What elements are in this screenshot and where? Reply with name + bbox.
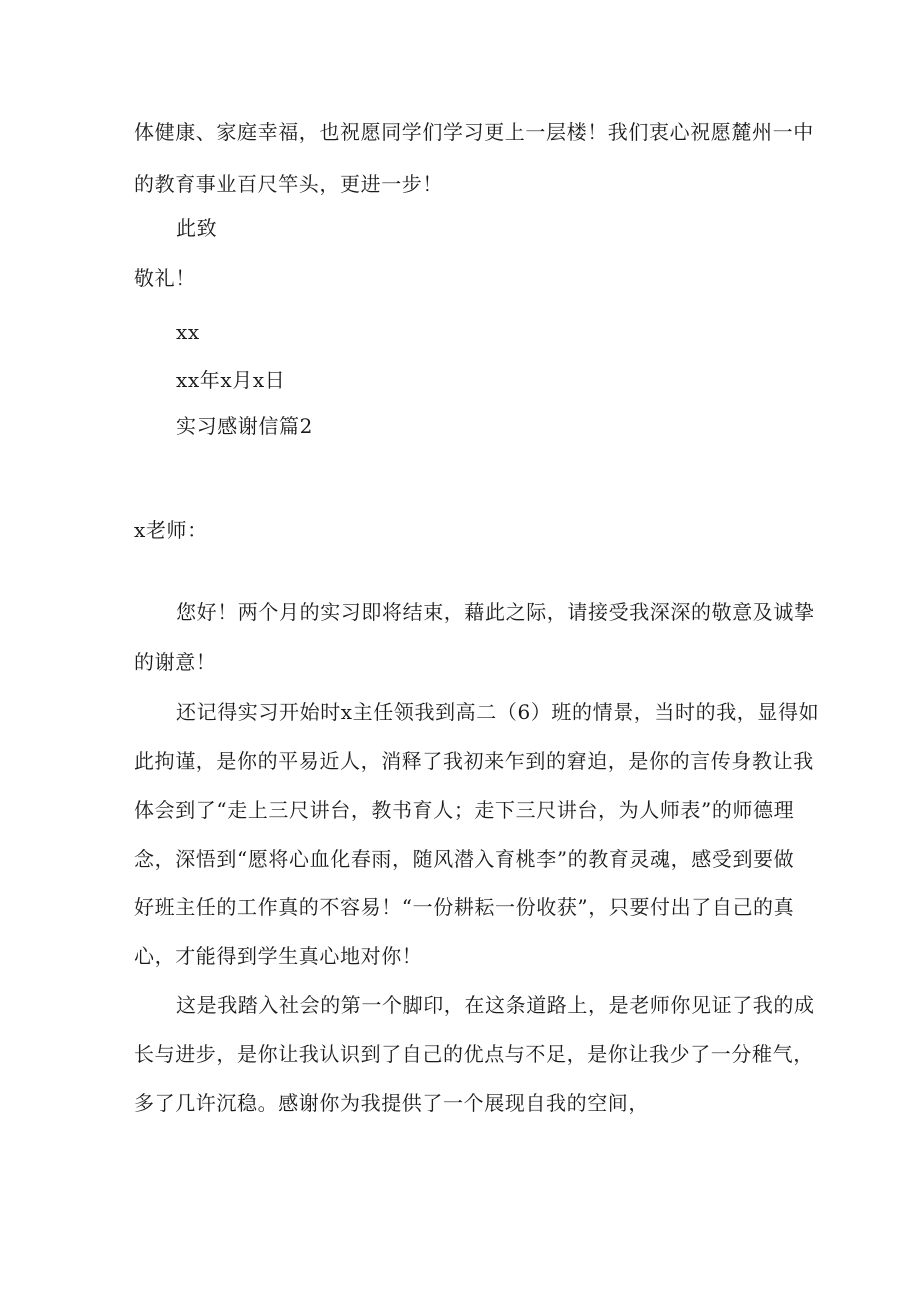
paragraph-line: 您好！两个月的实习即将结束，藉此之际，请接受我深深的敬意及诚挚 bbox=[176, 600, 815, 624]
letter-greeting: x老师： bbox=[134, 518, 208, 542]
closing-salutation: 此致 bbox=[176, 216, 218, 240]
paragraph-line: 长与进步，是你让我认识到了自己的优点与不足，是你让我少了一分稚气， bbox=[134, 1042, 814, 1066]
paragraph-line: 的谢意！ bbox=[134, 650, 217, 674]
signature: xx bbox=[176, 320, 200, 344]
paragraph-line: 多了几许沉稳。感谢你为我提供了一个展现自我的空间， bbox=[134, 1091, 649, 1115]
paragraph-line: 心，才能得到学生真心地对你！ bbox=[134, 944, 423, 968]
paragraph-line: 还记得实习开始时x主任领我到高二（6）班的情景，当时的我，显得如 bbox=[176, 700, 820, 724]
section-title: 实习感谢信篇2 bbox=[176, 414, 313, 438]
paragraph-line: 体健康、家庭幸福，也祝愿同学们学习更上一层楼！我们衷心祝愿麓州一中 bbox=[134, 120, 814, 144]
closing-regards: 敬礼！ bbox=[134, 266, 196, 290]
paragraph-line: 这是我踏入社会的第一个脚印，在这条道路上，是老师你见证了我的成 bbox=[176, 993, 815, 1017]
paragraph-line: 的教育事业百尺竿头，更进一步！ bbox=[134, 172, 443, 196]
paragraph-line: 念，深悟到“愿将心血化春雨，随风潜入育桃李”的教育灵魂，感受到要做 bbox=[134, 847, 795, 871]
signature-date: xx年x月x日 bbox=[176, 368, 286, 392]
paragraph-line: 好班主任的工作真的不容易！“一份耕耘一份收获”，只要付出了自己的真 bbox=[134, 895, 795, 919]
paragraph-line: 此拘谨，是你的平易近人，消释了我初来乍到的窘迫，是你的言传身教让我 bbox=[134, 749, 814, 773]
paragraph-line: 体会到了“走上三尺讲台，教书育人；走下三尺讲台，为人师表”的师德理 bbox=[134, 798, 795, 822]
